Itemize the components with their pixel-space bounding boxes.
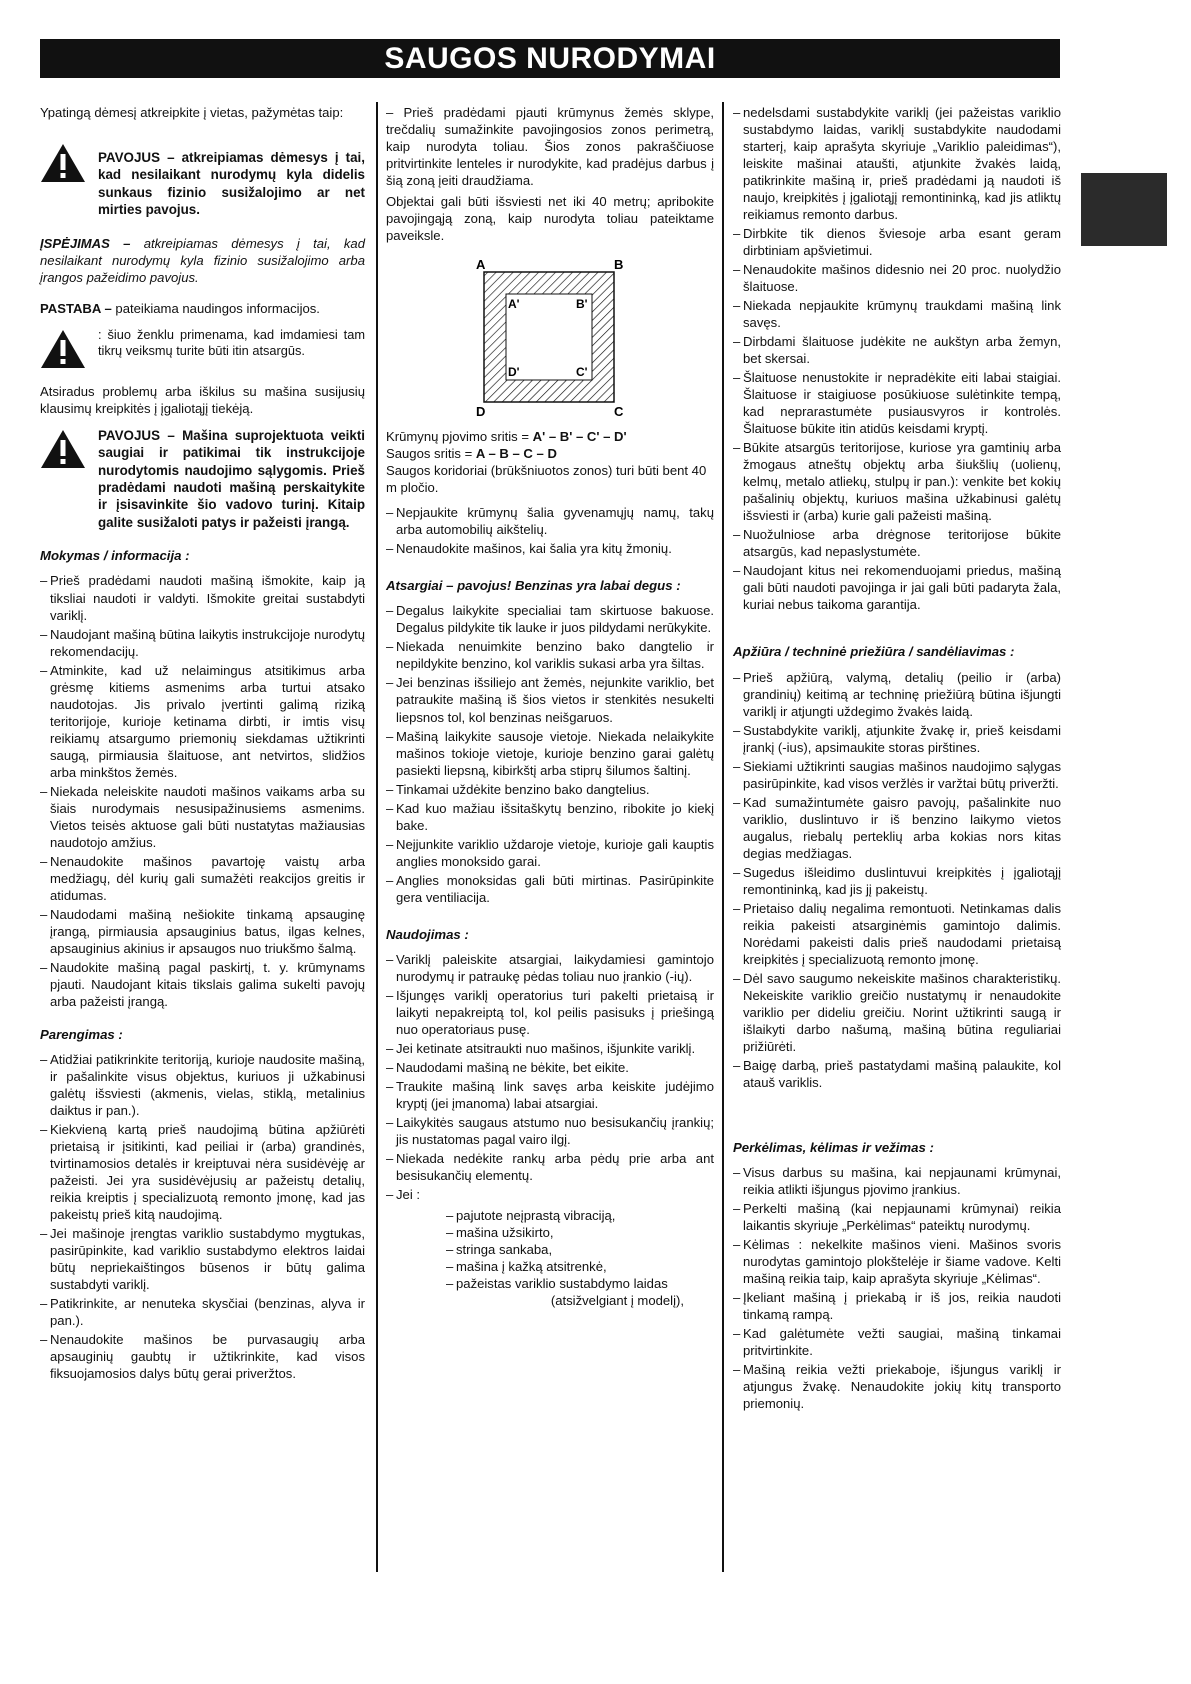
list-item: – Šlaituose nenustokite ir nepradėkite eiti labai staigiai. Šlaituose ir staigiuose posūkiuose sulėtinkite tempą, kad neprarastumėte pusiausvyros ir kontrolės. Šlaituose būkite itin atidūs keisdami kryptį.	[733, 369, 1061, 437]
label-a-prime: A'	[508, 297, 520, 312]
if-conditions-list	[446, 1207, 714, 1292]
list-item: – Jei :	[386, 1186, 714, 1203]
maintenance-heading: Apžiūra / techninė priežiūra / sandėliavimas :	[733, 644, 1015, 660]
list-item: – Patikrinkite, ar nenuteka skysčiai (benzinas, alyva ir pan.).	[40, 1295, 365, 1329]
list-item: – Nenaudokite mašinos be purvasaugių arba apsauginių gaubtų ir užtikrinkite, kad visos fiksuojamosios dalys būtų gerai priveržtos.	[40, 1331, 365, 1382]
list-item: – Naudojant mašiną būtina laikytis instrukcijoje nurodytų rekomendacijų.	[40, 626, 365, 660]
safety-zone-label: Saugos sritis =	[386, 446, 476, 462]
zone-definitions	[386, 428, 714, 496]
main-danger-text: PAVOJUS – Mašina suprojektuota veikti saugiai ir patikimai tik instrukcijoje nurodytomis naudojimo sąlygomis. Prieš pradėdami naudoti mašiną perskaitykite ir įsisavinkite šio vadovo turinį. Kitaip galite susižaloti patys ir pažeisti įrangą.	[98, 427, 365, 530]
list-item: – Nenaudokite mašinos didesnio nei 20 proc. nuolydžio šlaituose.	[733, 261, 1061, 295]
corridor-text: Saugos koridoriai (brūkšniuotos zonos) turi būti bent 40 m pločio.	[386, 463, 707, 496]
list-item: – Niekada nepjaukite krūmynų traukdami mašiną link savęs.	[733, 297, 1061, 331]
list-item: – pažeistas variklio sustabdymo laidas	[446, 1275, 714, 1292]
list-item: – Kėlimas : nekelkite mašinos vieni. Mašinos svoris nurodytas gamintojo plokštelėje ir šiame vadove. Kelti mašiną reikia taip, kaip aprašyta skyriuje „Kėlimas“.	[733, 1236, 1061, 1287]
perimeter-text: – Prieš pradėdami pjauti krūmynus žemės sklype, trečdalių sumažinkite pavojingosios zonos perimetrą, kaip nurodyta toliau. Šios zonos pakraščiuose pritvirtinkite lenteles ir nurodykite, kad pradėjus darbus į šią zoną įeiti draudžiama.	[386, 105, 714, 189]
list-item: – stringa sankaba,	[446, 1241, 714, 1258]
danger-definition	[40, 131, 365, 219]
list-item: – Naudojant kitus nei rekomenduojami priedus, mašiną gali būti naudoti pavojinga ir jai gali būti padaryta žala, kuriai nebus taikoma garantija.	[733, 562, 1061, 613]
transport-heading: Perkėlimas, kėlimas ir vežimas :	[733, 1139, 934, 1155]
list-item: – Būkite atsargūs teritorijose, kuriose yra gamtinių arba žmogaus atneštų objektų arba šiukšlių (uolienų, kelmų, metalo atliekų, stulpų ir pan.): venkite bet kokių pašalinių objektų, kuriuos mašina užkabinusi galėtų išsviesti ir (arba) kurie gali pažeisti mašiną.	[733, 439, 1061, 524]
label-d: D	[476, 404, 486, 419]
list-item: – Jei ketinate atsitraukti nuo mašinos, išjunkite variklį.	[386, 1040, 714, 1057]
problems-text: Atsiradus problemų arba iškilus su mašina susijusių klausimų kreipkitės į įgaliotąjį tiekėją.	[40, 383, 365, 416]
section-tab-marker	[1081, 173, 1167, 246]
list-item: – Siekiami užtikrinti saugias mašinos naudojimo sąlygas pasirūpinkite, kad visos veržlės ir varžtai būtų priveržti.	[733, 758, 1061, 792]
near-list	[386, 504, 714, 557]
label-b: B	[614, 258, 624, 273]
note-definition	[40, 300, 365, 317]
label-d-prime: D'	[508, 365, 520, 380]
caution-sign-text: : šiuo ženklu primenama, kad imdamiesi tam tikrų veiksmų turite būti itin atsargūs.	[98, 326, 365, 359]
transport-list	[733, 1164, 1061, 1412]
caution-sign-definition	[40, 327, 365, 369]
list-item: – Naudokite mašiną pagal paskirtį, t. y. krūmynams pjauti. Naudojant kitais tikslais galima sukelti pavojų arba pažeisti įrangą.	[40, 959, 365, 1010]
safety-zone-value: A – B – C – D	[475, 446, 557, 462]
list-item: – Mašiną reikia vežti priekaboje, išjungus variklį ir atjungus žvakę. Nenaudokite jokių kitų transporto priemonių.	[733, 1361, 1061, 1412]
column-1	[40, 104, 365, 1384]
list-item: – Išjungęs variklį operatorius turi pakelti prietaisą ir laikyti nepakreiptą tol, kol peilis pasisuks į priešingą nuo operatoriaus pusę.	[386, 987, 714, 1038]
list-item: – Naudodami mašiną nešiokite tinkamą apsauginę įrangą, pirmiausia apsauginius batus, ilgas kelnes, apsauginius akinius ir apsaugos nuo triukšmo šalmą.	[40, 906, 365, 957]
list-item: – Niekada neleiskite naudoti mašinos vaikams arba su šiais nurodymais nesusipažinusiems asmenims. Vietos teisės aktuose gali būti nustatytas mažiausias naudotojo amžius.	[40, 783, 365, 851]
cutting-zone-label: Krūmynų pjovimo sritis =	[386, 429, 533, 445]
list-item: – Variklį paleiskite atsargiai, laikydamiesi gamintojo nurodymų ir patraukę pėdas toliau nuo įrankio (-ių).	[386, 951, 714, 985]
column-divider-1	[376, 102, 378, 1572]
list-item: – Atidžiai patikrinkite teritoriją, kurioje naudosite mašiną, ir pašalinkite visus objektus, kuriuos ji užkabinusi galėtų išsviesti (akmenis, vielas, stiklą, metalinius daiktus ir pan.).	[40, 1051, 365, 1119]
list-item: – pajutote neįprastą vibraciją,	[446, 1207, 714, 1224]
use-heading: Naudojimas :	[386, 926, 469, 942]
list-item: – Nepjaukite krūmynų šalia gyvenamųjų namų, takų arba automobilių aikštelių.	[386, 504, 714, 538]
list-item: – Neįjunkite variklio uždaroje vietoje, kurioje gali kauptis anglies monoksido garai.	[386, 836, 714, 870]
list-item: – Naudodami mašiną ne bėkite, bet eikite.	[386, 1059, 714, 1076]
warning-triangle-icon	[40, 327, 98, 369]
note-label: PASTABA –	[40, 300, 112, 316]
warning-definition	[40, 235, 365, 286]
list-item: – Traukite mašiną link savęs arba keiskite judėjimo kryptį (jei įmanoma) labai atsargiai.	[386, 1078, 714, 1112]
list-item: – Jei mašinoje įrengtas variklio sustabdymo mygtukas, pasirūpinkite, kad variklio sustabdymo elektros laidai būtų nepriekaištingos būsenos ir būtų galima sustabdyti variklį.	[40, 1225, 365, 1293]
list-item: – Nenaudokite mašinos pavartoję vaistų arba medžiagų, dėl kurių gali sumažėti reakcijos greitis ir atidumas.	[40, 853, 365, 904]
warning-label: ĮSPĖJIMAS –	[40, 235, 131, 251]
list-item: – Dirbdami šlaituose judėkite ne aukštyn arba žemyn, bet skersai.	[733, 333, 1061, 367]
list-item: – Kiekvieną kartą prieš naudojimą būtina apžiūrėti prietaisą ir įsitikinti, kad peiliai ir (arba) grandinės, tvirtinamosios detalės ir kreiptuvai nėra susidėvėję ar pažeisti. Jei yra susidėvėjusių ar pažeistų detalių, reikia kreiptis į specializuotą remonto įmonę, kad jas pakeistų prieš kitą naudojimą.	[40, 1121, 365, 1223]
preparation-list	[40, 1051, 365, 1382]
list-item: – Niekada nenuimkite benzino bako dangtelio ir nepildykite benzino, kol variklis sukasi arba yra šiltas.	[386, 638, 714, 672]
list-item: – Laikykitės saugaus atstumo nuo besisukančių įrankių; jis nustatomas pagal vairo ilgį.	[386, 1114, 714, 1148]
label-b-prime: B'	[576, 297, 588, 312]
list-item: – Mašiną laikykite sausoje vietoje. Niekada nelaikykite mašinos tokioje vietoje, kurioje benzino garai galėtų pasiekti liepsną, kibirkštį arba stiprų šilumos šaltinį.	[386, 728, 714, 779]
list-item: – mašina į kažką atsitrenkė,	[446, 1258, 714, 1275]
list-item: – Anglies monoksidas gali būti mirtinas. Pasirūpinkite gera ventiliacija.	[386, 872, 714, 906]
maintenance-list	[733, 669, 1061, 1091]
note-definition-text: pateikiama naudingos informacijos.	[115, 300, 320, 316]
column-3	[733, 104, 1061, 1414]
list-item: – Perkelti mašiną (kai nepjaunami krūmynai) reikia laikantis skyriuje „Perkėlimas“ pateiktų nurodymų.	[733, 1200, 1061, 1234]
list-item: – Degalus laikykite specialiai tam skirtuose bakuose. Degalus pildykite tik lauke ir juos pildydami nerūkykite.	[386, 602, 714, 636]
safety-zone-diagram	[476, 258, 626, 422]
list-item: – Tinkamai uždėkite benzino bako dangtelius.	[386, 781, 714, 798]
label-c: C	[614, 404, 624, 419]
warning-triangle-icon	[40, 131, 98, 219]
label-a: A	[476, 258, 486, 273]
intro-text: Ypatingą dėmesį atkreipkite į vietas, pažymėtas taip:	[40, 105, 344, 120]
page-title: SAUGOS NURODYMAI	[40, 39, 1060, 78]
list-item: – Niekada nedėkite rankų arba pėdų prie arba ant besisukančių elementų.	[386, 1150, 714, 1184]
main-danger-notice	[40, 427, 365, 532]
column-divider-2	[722, 102, 724, 1572]
list-item: – Kad galėtumėte vežti saugiai, mašiną tinkamai pritvirtinkite.	[733, 1325, 1061, 1359]
list-item: – Jei benzinas išsiliejo ant žemės, nejunkite variklio, bet patraukite mašiną iš šios vietos ir stenkitės nesukelti liepsnos tol, kol benzinas neišgaruos.	[386, 674, 714, 725]
list-item: – Kad sumažintumėte gaisro pavojų, pašalinkite nuo variklio, duslintuvo ir iš benzino laikymo vietos augalus, riebalų perteklių arba kokias nors kitas degias medžiagas.	[733, 794, 1061, 862]
training-list	[40, 572, 365, 1009]
cutting-zone-value: A' – B' – C' – D'	[532, 429, 627, 445]
list-item: – Atminkite, kad už nelaimingus atsitikimus arba grėsmę kitiems asmenims arba turtui atsako naudotojas. Jis privalo įvertinti galimą riziką teritorijoje, kurioje ketinama dirbti, ir imtis visų reikiamų atsargumo priemonių siekdamas užtikrinti saugą, pirmiausia šlaituose, ant netvirtos, slidžios arba minkštos žemės.	[40, 662, 365, 781]
list-item: – Dėl savo saugumo nekeiskite mašinos charakteristikų. Nekeiskite variklio greičio nustatymų ir nenaudokite variklio per dideliu greičiu. Norint užtikrinti saugą ir išlaikyti darbo našumą, mašiną būtina reguliariai prižiūrėti.	[733, 970, 1061, 1055]
list-item: – nedelsdami sustabdykite variklį (jei pažeistas variklio sustabdymo laidas, variklį sustabdykite naudodami starterį, kaip aprašyta skyriuje „Variklio paleidimas“), leiskite mašinai ataušti, atjunkite žvakės laidą, patikrinkite mašiną ir, prieš pradėdami ją naudoti iš naujo, kreipkitės į įgaliotąjį remontininką, kad jis atliktų reikiamus remonto darbus.	[733, 104, 1061, 223]
list-item: – Nenaudokite mašinos, kai šalia yra kitų žmonių.	[386, 540, 714, 557]
list-item: – Sustabdykite variklį, atjunkite žvakę ir, prieš keisdami įrankį (-ius), apsimaukite storas pirštines.	[733, 722, 1061, 756]
danger-definition-text: PAVOJUS – atkreipiamas dėmesys į tai, kad nesilaikant nurodymų kyla didelis sunkaus fizinio susižalojimo ar net mirties pavojus.	[98, 150, 365, 218]
list-item: – Dirbkite tik dienos šviesoje arba esant geram dirbtiniam apšvietimui.	[733, 225, 1061, 259]
warning-definition-text: atkreipiamas dėmesys į tai, kad nesilaikant nurodymų kyla fizinio susižalojimo arba įrangos pažeidimo pavojus.	[40, 235, 365, 285]
fuel-heading: Atsargiai – pavojus! Benzinas yra labai degus :	[386, 578, 681, 594]
list-item: – Baigę darbą, prieš pastatydami mašiną palaukite, kol atauš variklis.	[733, 1057, 1061, 1091]
column-2	[386, 104, 714, 1309]
list-item: – Kad kuo mažiau išsitaškytų benzino, ribokite jo kiekį bake.	[386, 800, 714, 834]
list-item: – Prieš pradėdami naudoti mašiną išmokite, kaip ją tiksliai naudoti ir valdyti. Išmokite greitai sustabdyti variklį.	[40, 572, 365, 623]
list-item: – Prietaiso dalių negalima remontuoti. Netinkamas dalis reikia pakeisti atsarginėmis gamintojo dalimis. Norėdami pakeisti dalis prieš naudodami prietaisą kreipkitės į specializuotą remonto įmonę.	[733, 900, 1061, 968]
continued-list	[733, 104, 1061, 613]
training-heading: Mokymas / informacija :	[40, 548, 190, 564]
list-item: – Prieš apžiūrą, valymą, detalių (peilio ir (arba) grandinių) keitimą ar techninę priežiūrą būtina išjungti variklį ir atjungti uždegimo žvakės laidą.	[733, 669, 1061, 720]
use-list	[386, 951, 714, 1203]
projection-text: Objektai gali būti išsviesti net iki 40 metrų; apribokite pavojingąją zoną, kaip nurodyta toliau pateiktame paveiksle.	[386, 194, 714, 244]
fuel-list	[386, 602, 714, 905]
preparation-heading: Parengimas :	[40, 1026, 123, 1042]
list-item: – Visus darbus su mašina, kai nepjaunami krūmynai, reikia atlikti išjungus pjovimo įrankius.	[733, 1164, 1061, 1198]
warning-triangle-icon	[40, 427, 98, 532]
label-c-prime: C'	[576, 365, 588, 380]
list-item: – Nuožulniose arba drėgnose teritorijose būkite atsargūs, kad nepaslystumėte.	[733, 526, 1061, 560]
if-conditions-note: (atsižvelgiant į modelį),	[550, 1293, 684, 1309]
list-item: – Sugedus išleidimo duslintuvui kreipkitės į įgaliotąjį remontininką, kad jis jį pakeistų.	[733, 864, 1061, 898]
list-item: – mašina užsikirto,	[446, 1224, 714, 1241]
list-item: – Įkeliant mašiną į priekabą ir iš jos, reikia naudoti tinkamą rampą.	[733, 1289, 1061, 1323]
